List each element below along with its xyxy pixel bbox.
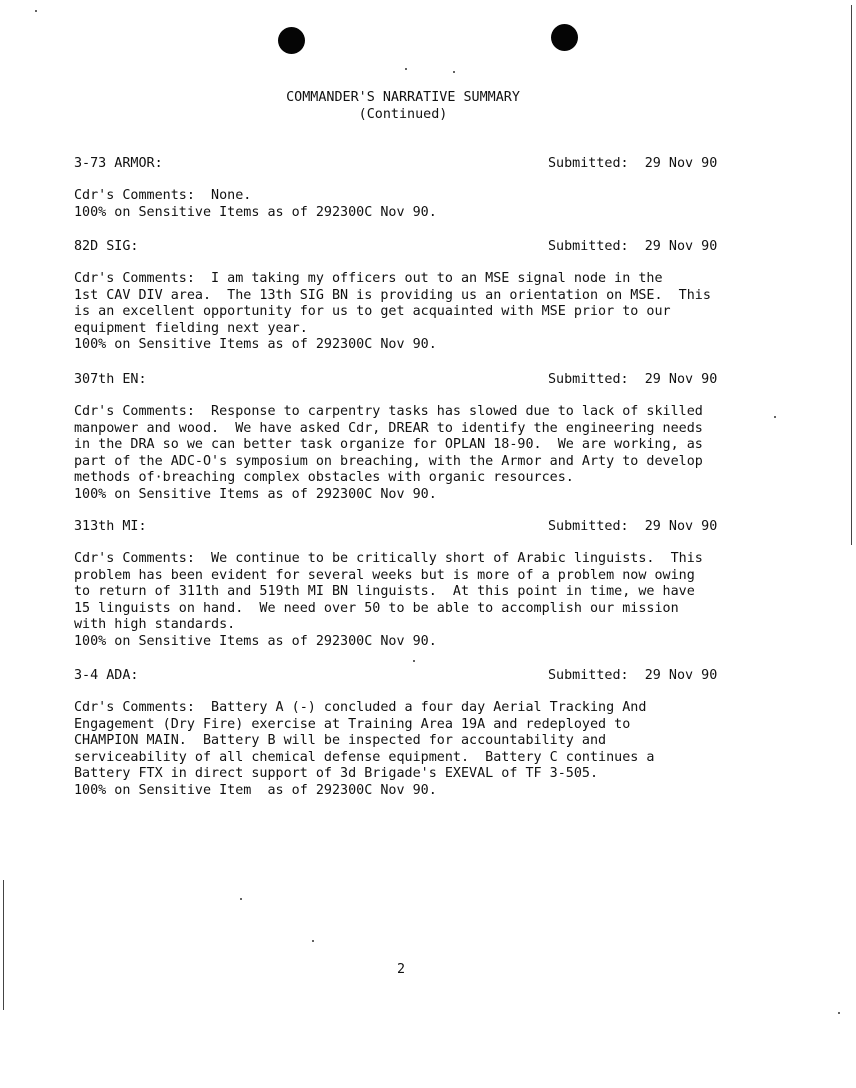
body-line: CHAMPION MAIN. Battery B will be inspected for accountability and [74, 733, 607, 749]
scan-speck [453, 71, 455, 73]
body-line: 100% on Sensitive Item as of 292300C Nov 90. [74, 782, 437, 798]
body-line: Cdr's Comments: None. [74, 188, 252, 203]
body-line: Battery FTX in direct support of 3d Brigade's EXEVAL of TF 3-505. [74, 766, 599, 782]
body-line: 100% on Sensitive Items as of 292300C Nov 90. [74, 633, 437, 649]
scan-speck [240, 898, 242, 900]
section-body [74, 188, 734, 221]
section-header [74, 371, 734, 388]
submitted-label: Submitted: [548, 239, 629, 254]
scan-speck [838, 1012, 840, 1014]
submitted-info [548, 667, 717, 684]
submitted-date: 29 Nov 90 [644, 372, 718, 387]
section-3-73-armor [74, 155, 734, 221]
body-line: serviceability of all chemical defense equipment. Battery C continues a [74, 749, 655, 765]
submitted-info [548, 155, 717, 172]
body-line: in the DRA so we can better task organize for OPLAN 18-90. We are working, as [74, 437, 703, 453]
punch-hole-left [278, 27, 305, 54]
submitted-label: Submitted: [548, 519, 629, 534]
scan-speck [413, 660, 415, 662]
submitted-info [548, 238, 717, 255]
body-line: part of the ADC-O's symposium on breaching, with the Armor and Arty to develop [74, 453, 703, 469]
body-line: manpower and wood. We have asked Cdr, DREAR to identify the engineering needs [74, 420, 703, 436]
section-body [74, 271, 734, 354]
body-line: equipment fielding next year. [74, 320, 308, 336]
punch-hole-right [551, 24, 578, 51]
unit-name: 3-73 ARMOR: [74, 156, 163, 171]
submitted-date: 29 Nov 90 [644, 668, 718, 683]
body-line: with high standards. [74, 617, 236, 633]
page-number: 2 [397, 962, 406, 977]
scan-speck [312, 940, 314, 942]
body-line: 100% on Sensitive Items as of 292300C Nov 90. [74, 337, 437, 353]
body-line: to return of 311th and 519th MI BN linguists. At this point in time, we have [74, 584, 695, 600]
body-line: Cdr's Comments: Response to carpentry tasks has slowed due to lack of skilled [74, 404, 703, 419]
body-line: Engagement (Dry Fire) exercise at Training Area 19A and redeployed to [74, 716, 631, 732]
body-line: is an excellent opportunity for us to get acquainted with MSE prior to our [74, 304, 671, 320]
section-body [74, 700, 734, 800]
body-line: 100% on Sensitive Items as of 292300C Nov 90. [74, 204, 437, 220]
body-line: 15 linguists on hand. We need over 50 to be able to accomplish our mission [74, 600, 679, 616]
document-subtitle: (Continued) [358, 107, 448, 122]
submitted-label: Submitted: [548, 372, 629, 387]
section-header [74, 155, 734, 172]
section-body [74, 404, 734, 504]
body-line: Cdr's Comments: Battery A (-) concluded a four day Aerial Tracking And [74, 700, 647, 715]
section-header [74, 667, 734, 684]
unit-name: 3-4 ADA: [74, 668, 139, 683]
scan-speck [35, 10, 37, 12]
body-line: Cdr's Comments: I am taking my officers out to an MSE signal node in the [74, 271, 663, 286]
body-line: methods of·breaching complex obstacles with organic resources. [74, 470, 574, 486]
scan-speck [405, 68, 407, 70]
submitted-date: 29 Nov 90 [644, 156, 718, 171]
body-line: 1st CAV DIV area. The 13th SIG BN is providing us an orientation on MSE. This [74, 287, 711, 303]
document-title: COMMANDER'S NARRATIVE SUMMARY [286, 90, 520, 105]
unit-name: 82D SIG: [74, 239, 139, 254]
section-body [74, 551, 734, 651]
unit-name: 313th MI: [74, 519, 147, 534]
section-header [74, 518, 734, 535]
scan-edge-left [3, 880, 4, 1010]
scan-edge-right [851, 5, 852, 545]
section-307th-en [74, 371, 734, 504]
section-313th-mi [74, 518, 734, 651]
submitted-label: Submitted: [548, 156, 629, 171]
submitted-info [548, 518, 717, 535]
submitted-info [548, 371, 717, 388]
submitted-date: 29 Nov 90 [644, 519, 718, 534]
section-header [74, 238, 734, 255]
body-line: problem has been evident for several weeks but is more of a problem now owing [74, 567, 695, 583]
submitted-date: 29 Nov 90 [644, 239, 718, 254]
body-line: 100% on Sensitive Items as of 292300C Nov 90. [74, 486, 437, 502]
unit-name: 307th EN: [74, 372, 147, 387]
section-82d-sig [74, 238, 734, 354]
body-line: Cdr's Comments: We continue to be critically short of Arabic linguists. This [74, 551, 703, 566]
scan-speck [774, 416, 776, 418]
submitted-label: Submitted: [548, 668, 629, 683]
section-3-4-ada [74, 667, 734, 800]
